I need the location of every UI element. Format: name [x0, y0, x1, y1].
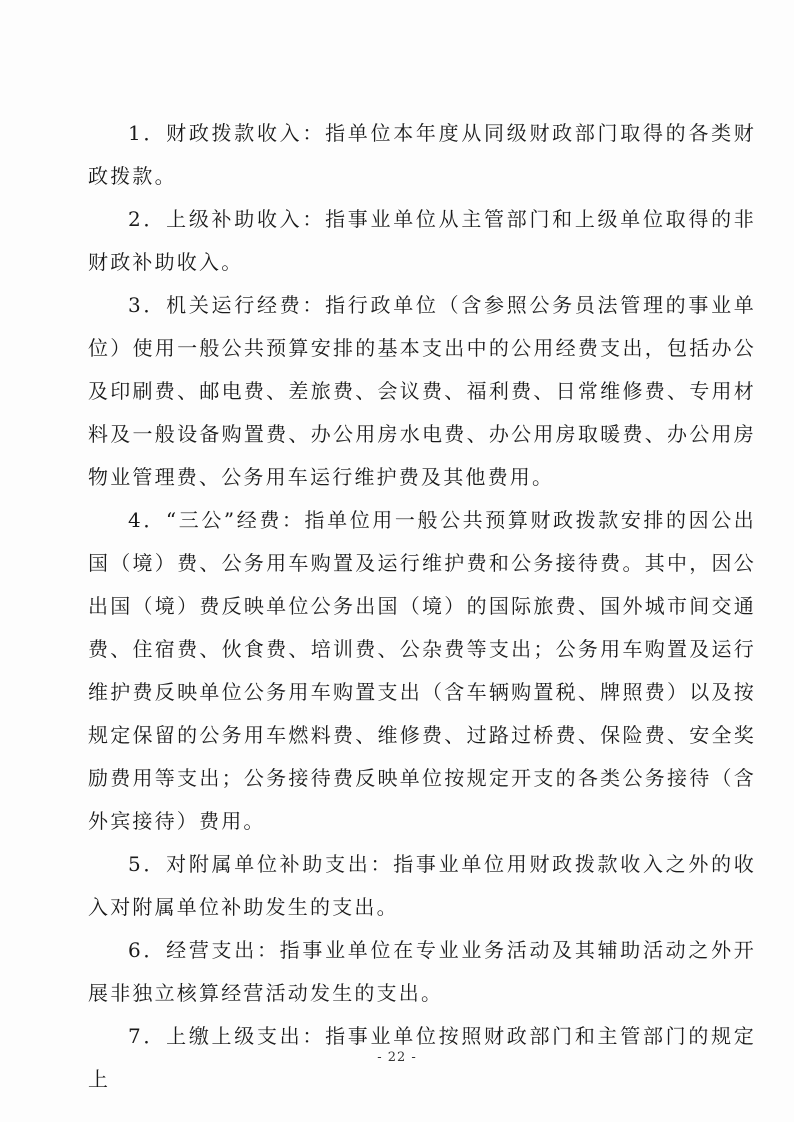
paragraph-3: 3．机关运行经费：指行政单位（含参照公务员法管理的事业单位）使用一般公共预算安排的基本支出中的公用经费支出，包括办公及印刷费、邮电费、差旅费、会议费、福利费、日常维修费、专用材料及一般设备购置费、办公用房水电费、办公用房取暖费、办公用房物业管理费、公务用车运行维护费及其他费用。: [88, 293, 756, 489]
page-number: - 22 -: [377, 1050, 417, 1065]
paragraph-1: 1．财政拨款收入：指单位本年度从同级财政部门取得的各类财政拨款。: [88, 121, 756, 188]
paragraph-4: 4．“三公”经费：指单位用一般公共预算财政拨款安排的因公出国（境）费、公务用车购置及运行维护费和公务接待费。其中，因公出国（境）费反映单位公务出国（境）的国际旅费、国外城市间交通费、住宿费、伙食费、培训费、公杂费等支出；公务用车购置及运行维护费反映单位公务用车购置支出（含车辆购置税、牌照费）以及按规定保留的公务用车燃料费、维修费、过路过桥费、保险费、安全奖励费用等支出；公务接待费反映单位按规定开支的各类公务接待（含外宾接待）费用。: [88, 508, 756, 833]
paragraph-6: 6．经营支出：指事业单位在专业业务活动及其辅助活动之外开展非独立核算经营活动发生的支出。: [88, 938, 756, 1005]
paragraph-2: 2．上级补助收入：指事业单位从主管部门和上级单位取得的非财政补助收入。: [88, 207, 756, 274]
paragraph-5: 5．对附属单位补助支出：指事业单位用财政拨款收入之外的收入对附属单位补助发生的支出。: [88, 852, 756, 919]
paragraph-7: 7．上缴上级支出：指事业单位按照财政部门和主管部门的规定上: [88, 1024, 756, 1091]
body-text: [88, 112, 756, 1101]
